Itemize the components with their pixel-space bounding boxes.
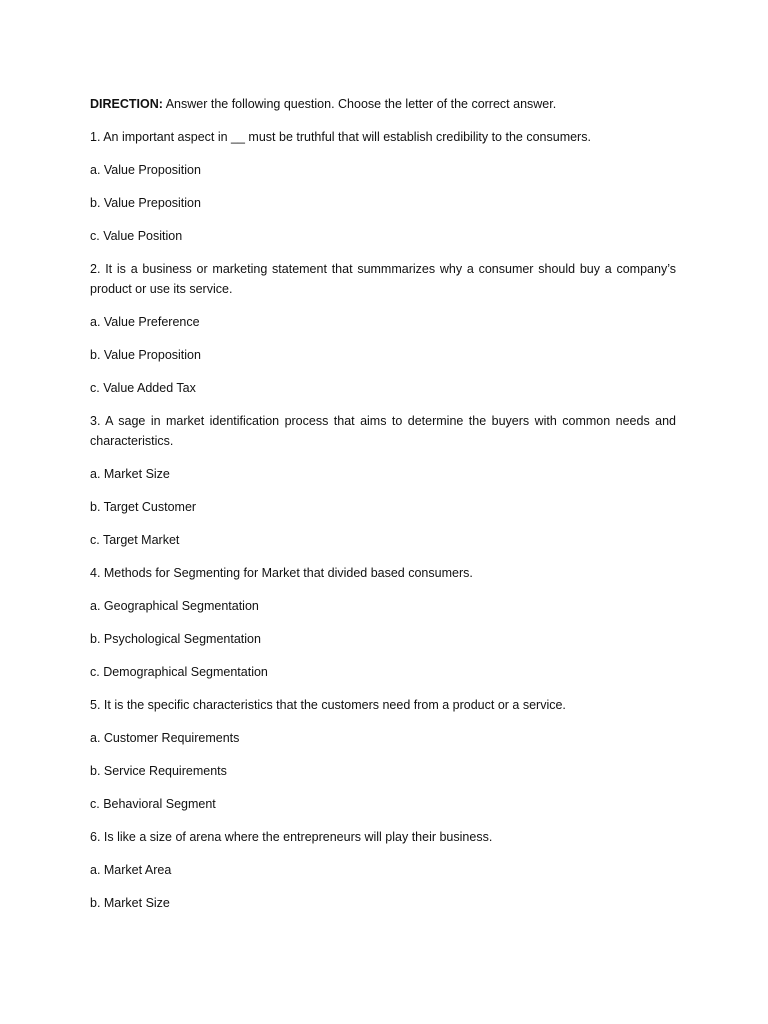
question-6-option-a: a. Market Area [90, 863, 172, 877]
question-4: 4. Methods for Segmenting for Market that divided based consumers. [90, 566, 473, 580]
question-2-option-a: a. Value Preference [90, 315, 200, 329]
question-6: 6. Is like a size of arena where the entrepreneurs will play their business. [90, 830, 493, 844]
question-3-option-b: b. Target Customer [90, 500, 197, 514]
direction-text: Answer the following question. Choose the letter of the correct answer. [162, 97, 557, 111]
direction-label: DIRECTION: [90, 97, 163, 111]
question-1-option-c: c. Value Position [90, 229, 183, 243]
question-4-option-a: a. Geographical Segmentation [90, 599, 259, 613]
question-4-option-c: c. Demographical Segmentation [90, 665, 268, 679]
question-2-option-b: b. Value Proposition [90, 348, 201, 362]
question-6-option-b: b. Market Size [90, 896, 170, 910]
question-4-option-b: b. Psychological Segmentation [90, 632, 261, 646]
question-3: 3. A sage in market identification process that aims to determine the buyers with common needs and characteristics. [90, 414, 676, 448]
question-5-option-c: c. Behavioral Segment [90, 797, 216, 811]
question-2: 2. It is a business or marketing statement that summmarizes why a consumer should buy a company’s product or use its service. [90, 262, 676, 296]
direction-line [90, 94, 676, 114]
question-1-option-a: a. Value Proposition [90, 163, 201, 177]
question-3-option-c: c. Target Market [90, 533, 180, 547]
question-5: 5. It is the specific characteristics that the customers need from a product or a service. [90, 698, 566, 712]
question-1: 1. An important aspect in __ must be truthful that will establish credibility to the consumers. [90, 130, 591, 144]
question-1-option-b: b. Value Preposition [90, 196, 201, 210]
question-2-option-c: c. Value Added Tax [90, 381, 196, 395]
question-5-option-a: a. Customer Requirements [90, 731, 240, 745]
question-3-option-a: a. Market Size [90, 467, 170, 481]
document-page [90, 94, 676, 926]
question-5-option-b: b. Service Requirements [90, 764, 227, 778]
